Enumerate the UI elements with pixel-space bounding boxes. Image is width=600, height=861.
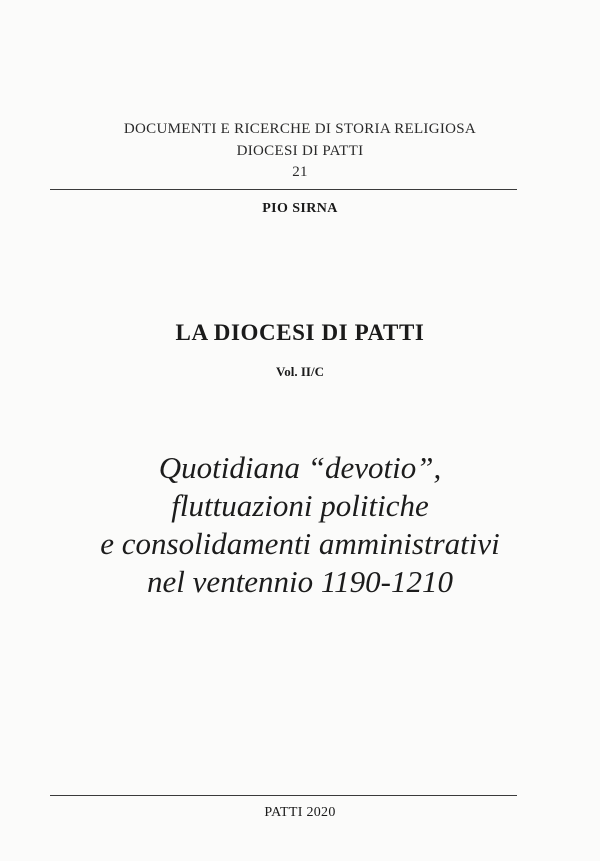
subtitle-line: fluttuazioni politiche <box>171 488 429 523</box>
subtitle-line: Quotidiana “devotio”, <box>158 450 442 485</box>
volume-label: Vol. II/C <box>276 364 324 379</box>
book-subtitle <box>0 449 600 601</box>
top-divider <box>50 189 517 190</box>
subtitle-line: nel ventennio 1190-1210 <box>147 564 453 599</box>
series-subtitle: DIOCESI DI PATTI <box>236 143 364 159</box>
book-title: LA DIOCESI DI PATTI <box>175 320 425 345</box>
series-title: DOCUMENTI E RICERCHE DI STORIA RELIGIOSA <box>123 121 477 137</box>
author-name: PIO SIRNA <box>262 201 338 216</box>
imprint: PATTI 2020 <box>264 805 336 820</box>
series-number: 21 <box>292 164 308 180</box>
bottom-divider <box>50 795 517 796</box>
subtitle-line: e consolidamenti amministrativi <box>100 526 500 561</box>
